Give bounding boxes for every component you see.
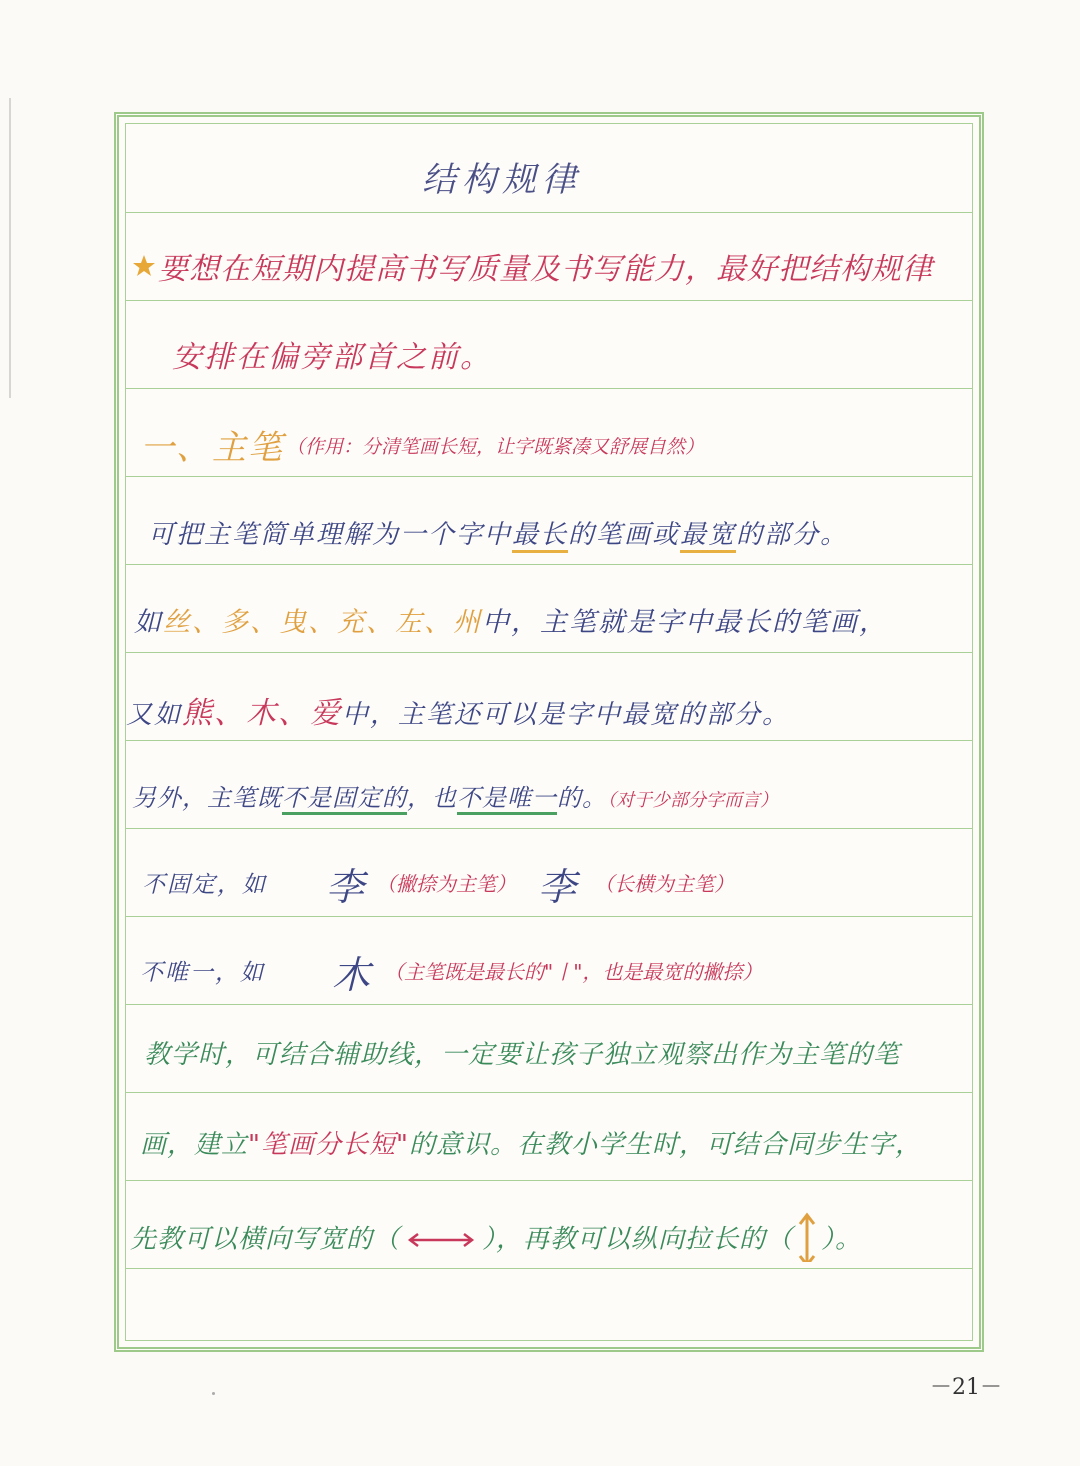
highlight-widest: 最宽 — [680, 520, 736, 553]
example-char-li: 李 — [538, 865, 579, 909]
text-note: （撇捺为主笔） — [376, 872, 516, 896]
rule-line — [126, 476, 972, 477]
rule-line — [126, 212, 972, 213]
text-line-3 — [126, 682, 972, 734]
highlight-stroke-length: "笔画分长短" — [248, 1130, 409, 1160]
text-line-2 — [126, 594, 972, 646]
text-span: 不唯一，如 — [140, 960, 265, 986]
text-span: ，也 — [407, 784, 457, 812]
highlight-longest: 最长 — [512, 520, 568, 553]
rule-line — [126, 300, 972, 301]
text-span: 中，主笔就是字中最长的笔画， — [482, 607, 888, 638]
rule-line — [126, 1004, 972, 1005]
text-line-6 — [126, 942, 972, 998]
rule-line — [126, 388, 972, 389]
rule-line — [126, 1268, 972, 1269]
text-span: 的笔画或 — [568, 520, 681, 550]
double-arrow-horizontal-icon — [406, 1232, 476, 1248]
highlight-not-fixed: 不是固定的 — [282, 784, 407, 815]
text-line-4 — [126, 770, 972, 822]
page-title: 结构规律 — [422, 160, 582, 200]
text-span: ），再教可以纵向拉长的（ — [482, 1224, 794, 1255]
text-span: ）。 — [821, 1224, 863, 1255]
teaching-line-3 — [126, 1198, 972, 1262]
intro-text-1: 要想在短期内提高书写质量及书写能力，最好把结构规律 — [158, 252, 933, 287]
text-line-1 — [126, 508, 972, 560]
rule-line — [126, 740, 972, 741]
intro-line-1 — [126, 242, 972, 292]
scan-edge-line — [9, 98, 11, 398]
intro-text-2: 安排在偏旁部首之前。 — [172, 340, 492, 375]
section-heading-row — [126, 418, 972, 470]
example-char-li: 李 — [326, 865, 367, 909]
example-char-mu: 木 — [332, 953, 373, 997]
rule-line — [126, 1092, 972, 1093]
example-chars: 熊、木、爱 — [182, 696, 343, 731]
text-note: （主笔既是最长的"丨"，也是最宽的撇捺） — [384, 960, 763, 984]
example-chars: 丝、多、曳、充、左、州 — [163, 607, 482, 638]
page-number: －21－ — [930, 1375, 1002, 1400]
ink-speck — [212, 1392, 215, 1395]
text-span: 如 — [134, 607, 163, 638]
rule-line — [126, 828, 972, 829]
rule-line — [126, 564, 972, 565]
text-span: 的。 — [557, 784, 607, 812]
text-note: （长横为主笔） — [594, 872, 734, 896]
highlight-not-unique: 不是唯一 — [457, 784, 557, 815]
frame-inner-border — [125, 123, 973, 1341]
teaching-line-2 — [126, 1118, 972, 1170]
text-span: 不固定，如 — [142, 872, 267, 898]
text-span: 的部分。 — [736, 520, 849, 550]
section-heading: 一、主笔 — [140, 428, 284, 468]
text-span: 另外，主笔既 — [132, 784, 282, 812]
text-span: 可把主笔简单理解为一个字中 — [148, 520, 513, 550]
section-note: （作用：分清笔画长短，让字既紧凑又舒展自然） — [286, 436, 705, 458]
rule-line — [126, 652, 972, 653]
text-span: 的意识。在教小学生时，可结合同步生字， — [408, 1130, 922, 1160]
text-note: （对于少部分字而言） — [607, 790, 778, 811]
text-span: 又如 — [126, 700, 183, 730]
text-line-5 — [126, 854, 972, 910]
rule-line — [126, 916, 972, 917]
star-icon — [132, 254, 156, 278]
teaching-line-1: 教学时，可结合辅助线，一定要让孩子独立观察出作为主笔的笔 — [144, 1040, 901, 1070]
ruled-writing-frame — [114, 112, 984, 1352]
text-span: 先教可以横向写宽的（ — [130, 1224, 401, 1255]
double-arrow-vertical-icon — [797, 1212, 817, 1262]
text-span: 画，建立 — [140, 1130, 249, 1160]
text-span: 中，主笔还可以是字中最宽的部分。 — [342, 700, 791, 730]
rule-line — [126, 1180, 972, 1181]
